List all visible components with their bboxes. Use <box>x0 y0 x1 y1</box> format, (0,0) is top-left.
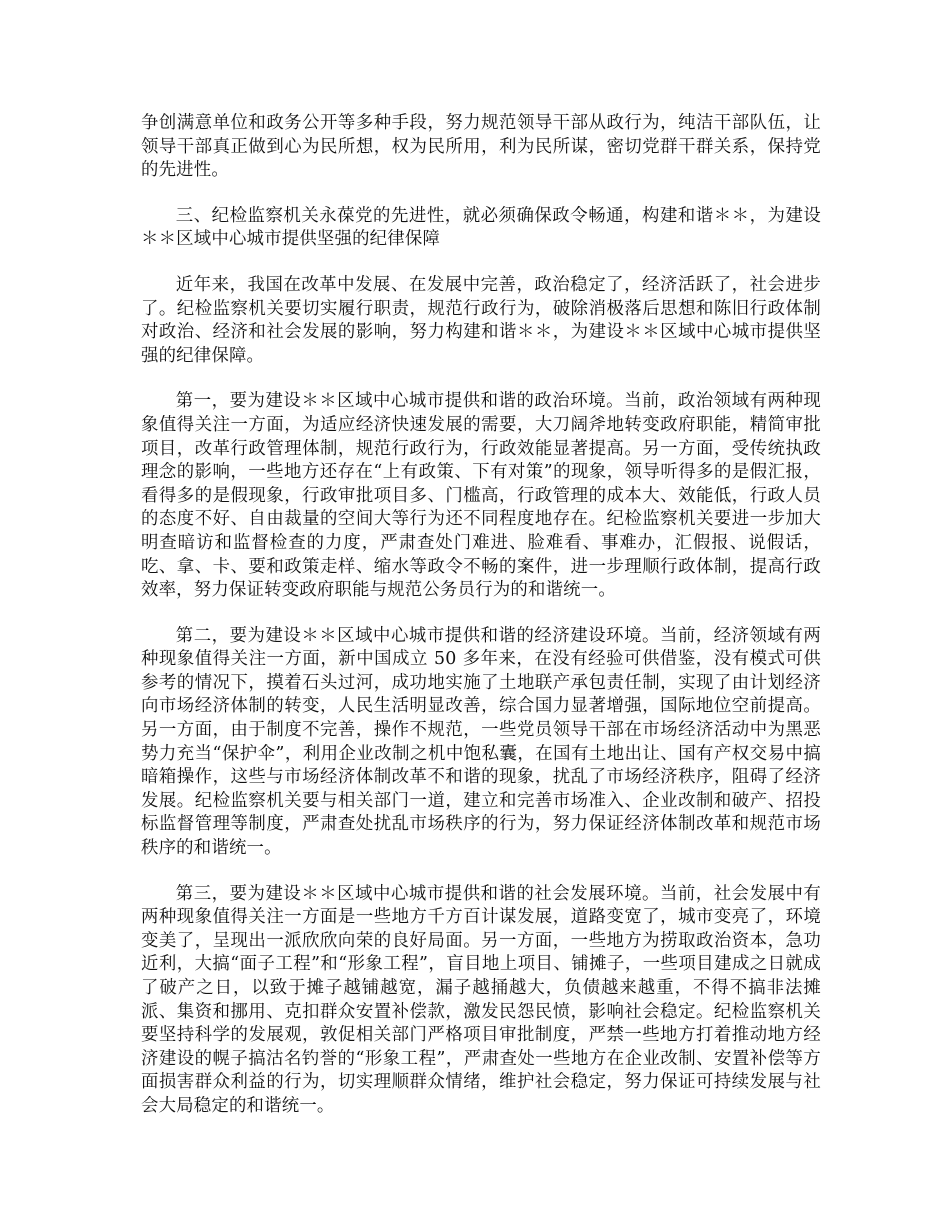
paragraph-first-political: 第一，要为建设＊＊区域中心城市提供和谐的政治环境。当前，政治领域有两种现象值得关注一方面，为适应经济快速发展的需要，大刀阔斧地转变政府职能，精简审批项目，改革行政管理体制，规范行政行为，行政效能显著提高。另一方面，受传统执政理念的影响，一些地方还存在“上有政策、下有对策”的现象，领导听得多的是假汇报，看得多的是假现象，行政审批项目多、门槛高，行政管理的成本大、效能低，行政人员的态度不好、自由裁量的空间大等行为还不同程度地存在。纪检监察机关要进一步加大明查暗访和监督检查的力度，严肃查处门难进、脸难看、事难办，汇假报、说假话，吃、拿、卡、要和政策走样、缩水等政令不畅的案件，进一步理顺行政体制，提高行政效率，努力保证转变政府职能与规范公务员行为的和谐统一。 <box>141 391 821 601</box>
paragraph-overview: 近年来，我国在改革中发展、在发展中完善，政治稳定了，经济活跃了，社会进步了。纪检监察机关要切实履行职责，规范行政行为，破除消极落后思想和陈旧行政体制对政治、经济和社会发展的影响，努力构建和谐＊＊，为建设＊＊区域中心城市提供坚强的纪律保障。 <box>141 274 821 366</box>
section-heading-three: 三、纪检监察机关永葆党的先进性，就必须确保政令畅通，构建和谐＊＊，为建设＊＊区域中心城市提供坚强的纪律保障 <box>141 205 821 250</box>
paragraph-second-economic: 第二，要为建设＊＊区域中心城市提供和谐的经济建设环境。当前，经济领域有两种现象值得关注一方面，新中国成立 50 多年来，在没有经验可供借鉴，没有模式可供参考的情况下，摸着石头过河，成功地实施了土地联产承包责任制，实现了由计划经济向市场经济体制的转变，人民生活明显改善，综合国力显著增强，国际地位空前提高。另一方面，由于制度不完善，操作不规范，一些党员领导干部在市场经济活动中为黑恶势力充当“保护伞”，利用企业改制之机中饱私囊，在国有土地出让、国有产权交易中搞暗箱操作，这些与市场经济体制改革不和谐的现象，扰乱了市场经济秩序，阻碍了经济发展。纪检监察机关要与相关部门一道，建立和完善市场准入、企业改制和破产、招投标监督管理等制度，严肃查处扰乱市场秩序的行为，努力保证经济体制改革和规范市场秩序的和谐统一。 <box>141 625 821 859</box>
paragraph-intro-continuation: 争创满意单位和政务公开等多种手段，努力规范领导干部从政行为，纯洁干部队伍，让领导干部真正做到心为民所想，权为民所用，利为民所谋，密切党群干群关系，保持党的先进性。 <box>141 113 821 181</box>
paragraph-third-social: 第三，要为建设＊＊区域中心城市提供和谐的社会发展环境。当前，社会发展中有两种现象值得关注一方面是一些地方千方百计谋发展，道路变宽了，城市变亮了，环境变美了，呈现出一派欣欣向荣的良好局面。另一方面，一些地方为捞取政治资本，急功近利，大搞“面子工程”和“形象工程”，盲目地上项目、铺摊子，一些项目建成之日就成了破产之日，以致于摊子越铺越宽，漏子越捅越大，负债越来越重，不得不搞非法摊派、集资和挪用、克扣群众安置补偿款，激发民怨民愤，影响社会稳定。纪检监察机关要坚持科学的发展观，敦促相关部门严格项目审批制度，严禁一些地方打着推动地方经济建设的幌子搞沽名钓誉的“形象工程”，严肃查处一些地方在企业改制、安置补偿等方面损害群众利益的行为，切实理顺群众情绪，维护社会稳定，努力保证可持续发展与社会大局稳定的和谐统一。 <box>141 883 821 1116</box>
document-page <box>141 112 821 1141</box>
